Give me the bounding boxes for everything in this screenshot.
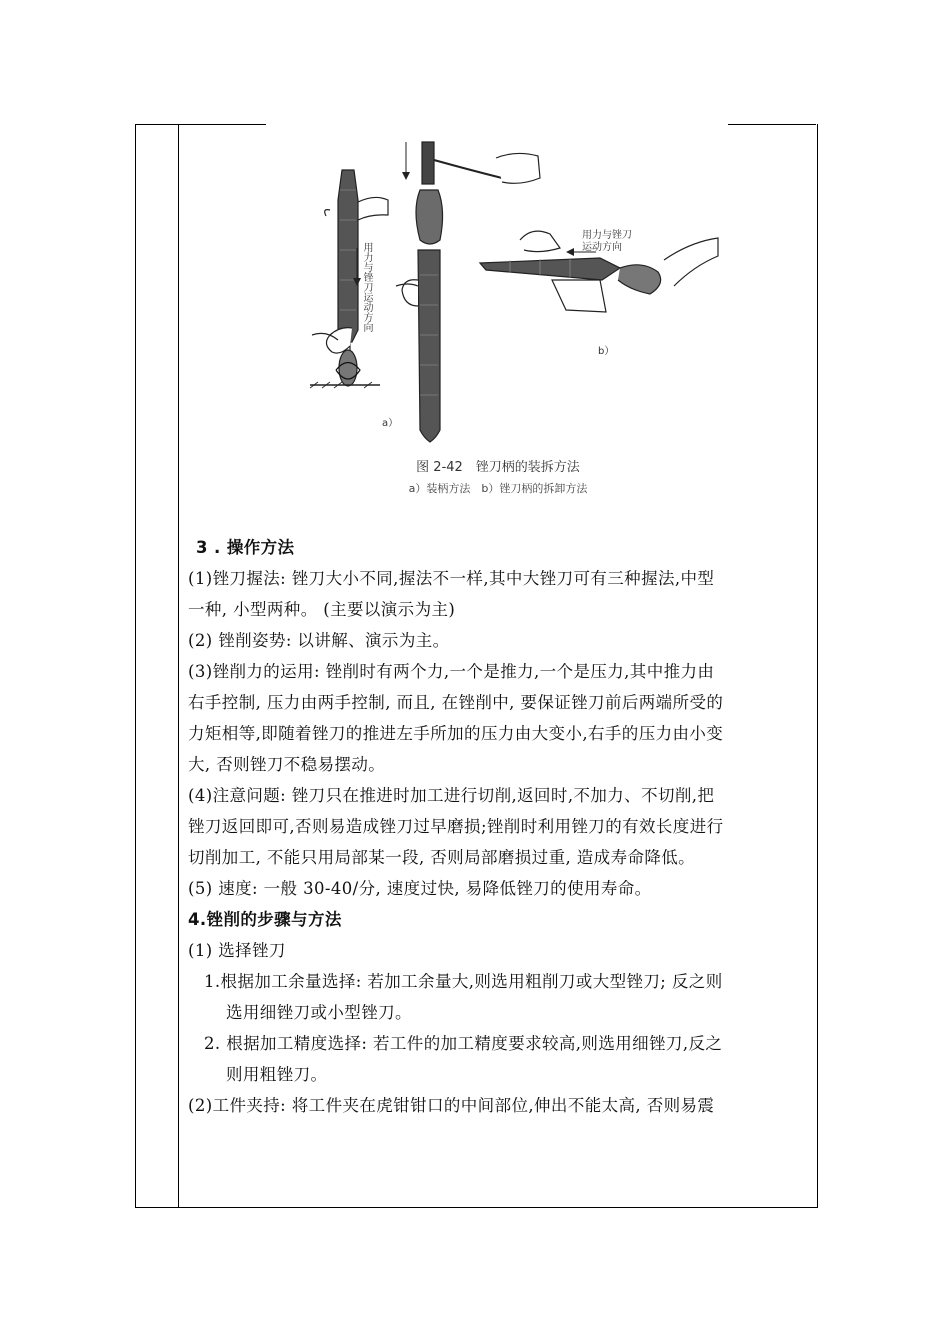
section3-line: 右手控制, 压力由两手控制, 而且, 在锉削中, 要保证锉刀前后两端所受的: [188, 693, 724, 712]
section3-heading: 3 . 操作方法: [196, 538, 295, 557]
section3-line: (2) 锉削姿势: 以讲解、演示为主。: [188, 631, 450, 650]
section3-line: (1)锉刀握法: 锉刀大小不同,握法不一样,其中大锉刀可有三种握法,中型: [188, 569, 715, 588]
section3-line: 力矩相等,即随着锉刀的推进左手所加的压力由大变小,右手的压力由小变: [188, 724, 724, 743]
section3-line: 大, 否则锉刀不稳易摆动。: [188, 755, 386, 774]
figure-label-a: a）: [382, 418, 399, 429]
section4-heading: 4.锉削的步骤与方法: [188, 910, 342, 929]
annotation-force-direction-a: 用力与锉刀运动方向: [361, 242, 372, 332]
vertical-file-middle: [396, 142, 540, 442]
arrow-head-b: [566, 248, 574, 256]
annotation-force-direction-b-line2: 运动方向: [582, 242, 622, 253]
file-handle-drawing: [270, 130, 740, 500]
section3-line: 一种, 小型两种。 (主要以演示为主): [188, 600, 456, 619]
figure-subtitle: a）装柄方法 b）锉刀柄的拆卸方法: [408, 482, 588, 495]
section4-line: 则用粗锉刀。: [226, 1065, 328, 1084]
section4-line: 1.根据加工余量选择: 若加工余量大,则选用粗削刀或大型锉刀; 反之则: [204, 972, 723, 991]
file-handle-illustration: [270, 130, 740, 500]
section4-line: (1) 选择锉刀: [188, 941, 286, 960]
content-body: [188, 532, 810, 1121]
figure-title: 图 2-42 锉刀柄的装拆方法: [416, 460, 580, 475]
table-column-divider: [178, 124, 179, 1207]
section4-line: 选用细锉刀或小型锉刀。: [226, 1003, 412, 1022]
section3-line: 切削加工, 不能只用局部某一段, 否则局部磨损过重, 造成寿命降低。: [188, 848, 696, 867]
section4-line: 2. 根据加工精度选择: 若工件的加工精度要求较高,则选用细锉刀,反之: [204, 1034, 723, 1053]
vertical-file-left: [310, 170, 388, 388]
section3-line: (4)注意问题: 锉刀只在推进时加工进行切削,返回时,不加力、不切削,把: [188, 786, 715, 805]
figure-label-b: b）: [598, 346, 615, 357]
section3-line: (3)锉削力的运用: 锉削时有两个力,一个是推力,一个是压力,其中推力由: [188, 662, 715, 681]
section3-line: (5) 速度: 一般 30-40/分, 速度过快, 易降低锉刀的使用寿命。: [188, 879, 652, 898]
section4-line: (2)工件夹持: 将工件夹在虎钳钳口的中间部位,伸出不能太高, 否则易震: [188, 1096, 715, 1115]
arrow-head-hammer: [402, 172, 410, 180]
section3-line: 锉刀返回即可,否则易造成锉刀过早磨损;锉削时利用锉刀的有效长度进行: [188, 817, 724, 836]
annotation-force-direction-b-line1: 用力与锉刀: [582, 230, 632, 241]
